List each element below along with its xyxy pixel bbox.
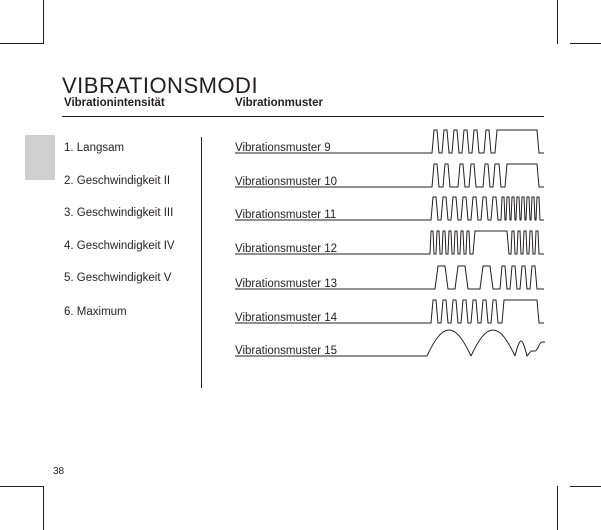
crop-mark-top-left-vertical [43, 0, 44, 44]
intensity-item: 6. Maximum [64, 306, 127, 318]
section-tab [25, 135, 55, 180]
intensity-item: 2. Geschwindigkeit II [64, 175, 171, 187]
crop-mark-top-right-vertical [557, 0, 558, 44]
header-rule [62, 116, 544, 117]
pattern-label: Vibrationsmuster 13 [235, 278, 338, 290]
crop-mark-bottom-right-vertical [557, 486, 558, 530]
pattern-label: Vibrationsmuster 10 [235, 176, 338, 188]
column-divider [201, 137, 202, 388]
pattern-label: Vibrationsmuster 9 [235, 142, 331, 154]
intensity-column-header: Vibrationintensität [64, 97, 165, 109]
page-number: 38 [53, 466, 65, 477]
pattern-row-15 [235, 321, 545, 361]
pattern-row-12 [235, 219, 545, 259]
waveform-icon-pattern-15 [235, 321, 545, 361]
intensity-item: 5. Geschwindigkeit V [64, 272, 172, 284]
crop-mark-bottom-right-horizontal [570, 486, 601, 487]
pattern-label: Vibrationsmuster 15 [235, 345, 338, 357]
intensity-item: 4. Geschwindigkeit IV [64, 240, 175, 252]
crop-mark-top-right-horizontal [570, 43, 601, 44]
crop-mark-top-left-horizontal [0, 43, 44, 44]
pattern-label: Vibrationsmuster 11 [235, 209, 337, 221]
pattern-column-header: Vibrationmuster [235, 97, 323, 109]
crop-mark-bottom-left-horizontal [0, 486, 44, 487]
page-title: VIBRATIONSMODI [62, 72, 259, 98]
pattern-label: Vibrationsmuster 12 [235, 243, 338, 255]
pattern-label: Vibrationsmuster 14 [235, 312, 338, 324]
intensity-item: 3. Geschwindigkeit III [64, 207, 174, 219]
crop-mark-bottom-left-vertical [43, 486, 44, 530]
intensity-item: 1. Langsam [64, 142, 125, 154]
waveform-icon-pattern-12 [235, 219, 545, 259]
